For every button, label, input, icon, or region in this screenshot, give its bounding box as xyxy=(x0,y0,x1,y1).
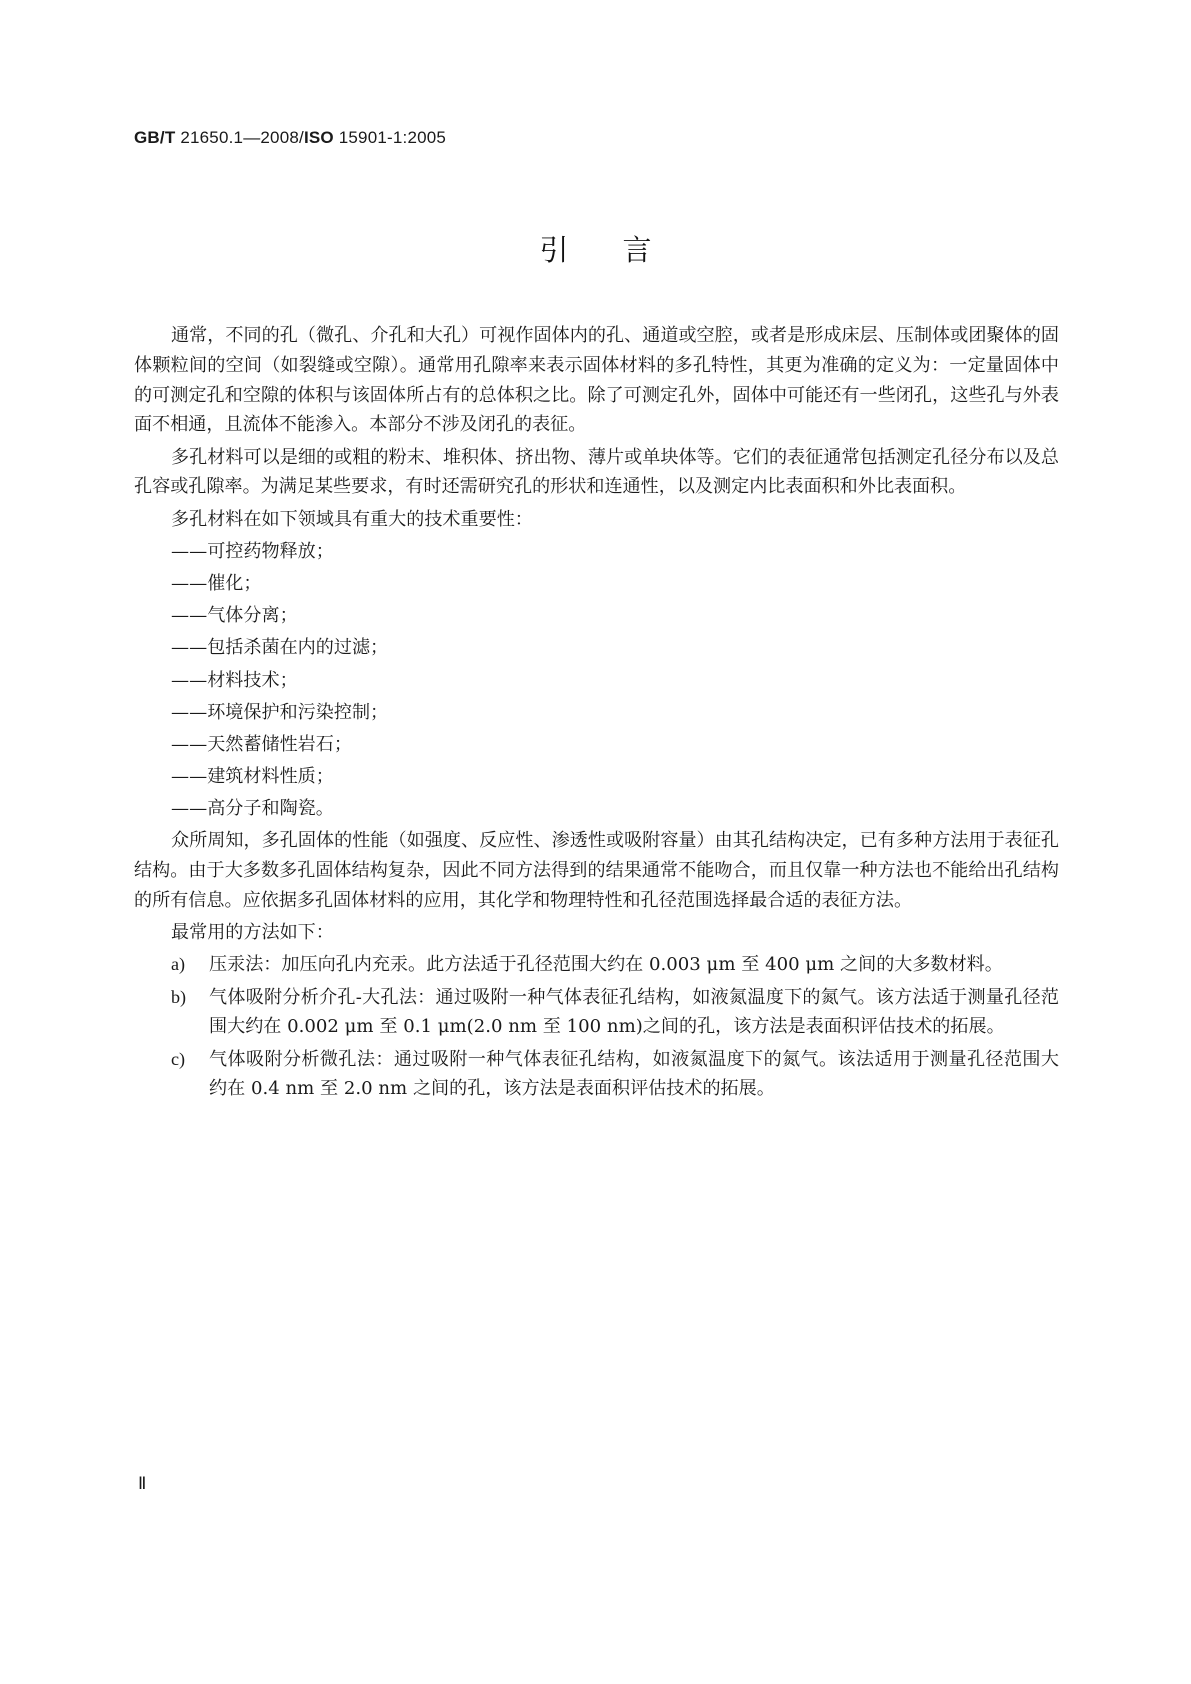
method-text: 气体吸附分析介孔-大孔法：通过吸附一种气体表征孔结构，如液氮温度下的氮气。该方法适于测量孔径范围大约在 0.002 μm 至 0.1 μm(2.0 nm 至 100 nm)之间的孔，该方法是表面积评估技术的拓展。 xyxy=(209,986,1059,1038)
list-item: ——建筑材料性质； xyxy=(171,766,334,788)
methods-list xyxy=(134,950,1059,1104)
method-item-b xyxy=(134,983,1059,1043)
list-item: ——天然蓄储性岩石； xyxy=(171,733,352,755)
list-item: ——高分子和陶瓷。 xyxy=(171,798,334,820)
paragraph-porosity-definition: 通常，不同的孔（微孔、介孔和大孔）可视作固体内的孔、通道或空腔，或者是形成床层、压制体或团聚体的固体颗粒间的空间（如裂缝或空隙）。通常用孔隙率来表示固体材料的多孔特性，其更为准确的定义为：一定量固体中的可测定孔和空隙的体积与该固体所占有的总体积之比。除了可测定孔外，固体中可能还有一些闭孔，这些孔与外表面不相通，且流体不能渗入。本部分不涉及闭孔的表征。 xyxy=(134,325,1059,436)
method-item-a xyxy=(134,950,1059,980)
method-text: 压汞法：加压向孔内充汞。此方法适于孔径范围大约在 0.003 μm 至 400 μm 之间的大多数材料。 xyxy=(209,954,1003,976)
list-item: ——催化； xyxy=(171,572,262,594)
standard-number: 21650.1—2008/ xyxy=(175,128,304,147)
list-item: ——包括杀菌在内的过滤； xyxy=(171,637,389,659)
paragraph-methods-intro: 最常用的方法如下： xyxy=(171,922,334,944)
method-marker: c) xyxy=(171,1048,186,1069)
method-marker: b) xyxy=(171,986,187,1007)
list-item: ——环境保护和污染控制； xyxy=(171,701,389,723)
paragraph-porous-materials: 多孔材料可以是细的或粗的粉末、堆积体、挤出物、薄片或单块体等。它们的表征通常包括测定孔径分布以及总孔容或孔隙率。为满足某些要求，有时还需研究孔的形状和连通性，以及测定内比表面积和外比表面积。 xyxy=(134,446,1059,498)
method-item-c xyxy=(134,1045,1059,1105)
standard-prefix: GB/T xyxy=(134,128,176,147)
paragraph-pore-structure: 众所周知，多孔固体的性能（如强度、反应性、渗透性或吸附容量）由其孔结构决定，已有多种方法用于表征孔结构。由于大多数多孔固体结构复杂，因此不同方法得到的结果通常不能吻合，而且仅靠一种方法也不能给出孔结构的所有信息。应依据多孔固体材料的应用，其化学和物理特性和孔径范围选择最合适的表征方法。 xyxy=(134,830,1059,912)
iso-number: 15901-1:2005 xyxy=(333,128,447,147)
list-item: ——可控药物释放； xyxy=(171,540,334,562)
iso-prefix: ISO xyxy=(303,128,334,147)
list-item: ——材料技术； xyxy=(171,669,298,691)
page-number: Ⅱ xyxy=(138,1474,147,1493)
list-item: ——气体分离； xyxy=(171,605,298,627)
applications-list xyxy=(134,537,1059,824)
introduction-body xyxy=(134,321,1059,1107)
page-title: 引言 xyxy=(539,233,706,267)
method-marker: a) xyxy=(171,954,186,975)
standard-designation xyxy=(134,128,446,148)
paragraph-applications-intro: 多孔材料在如下领域具有重大的技术重要性： xyxy=(171,508,533,530)
method-text: 气体吸附分析微孔法：通过吸附一种气体表征孔结构，如液氮温度下的氮气。该法适用于测量孔径范围大约在 0.4 nm 至 2.0 nm 之间的孔，该方法是表面积评估技术的拓展。 xyxy=(209,1048,1059,1100)
